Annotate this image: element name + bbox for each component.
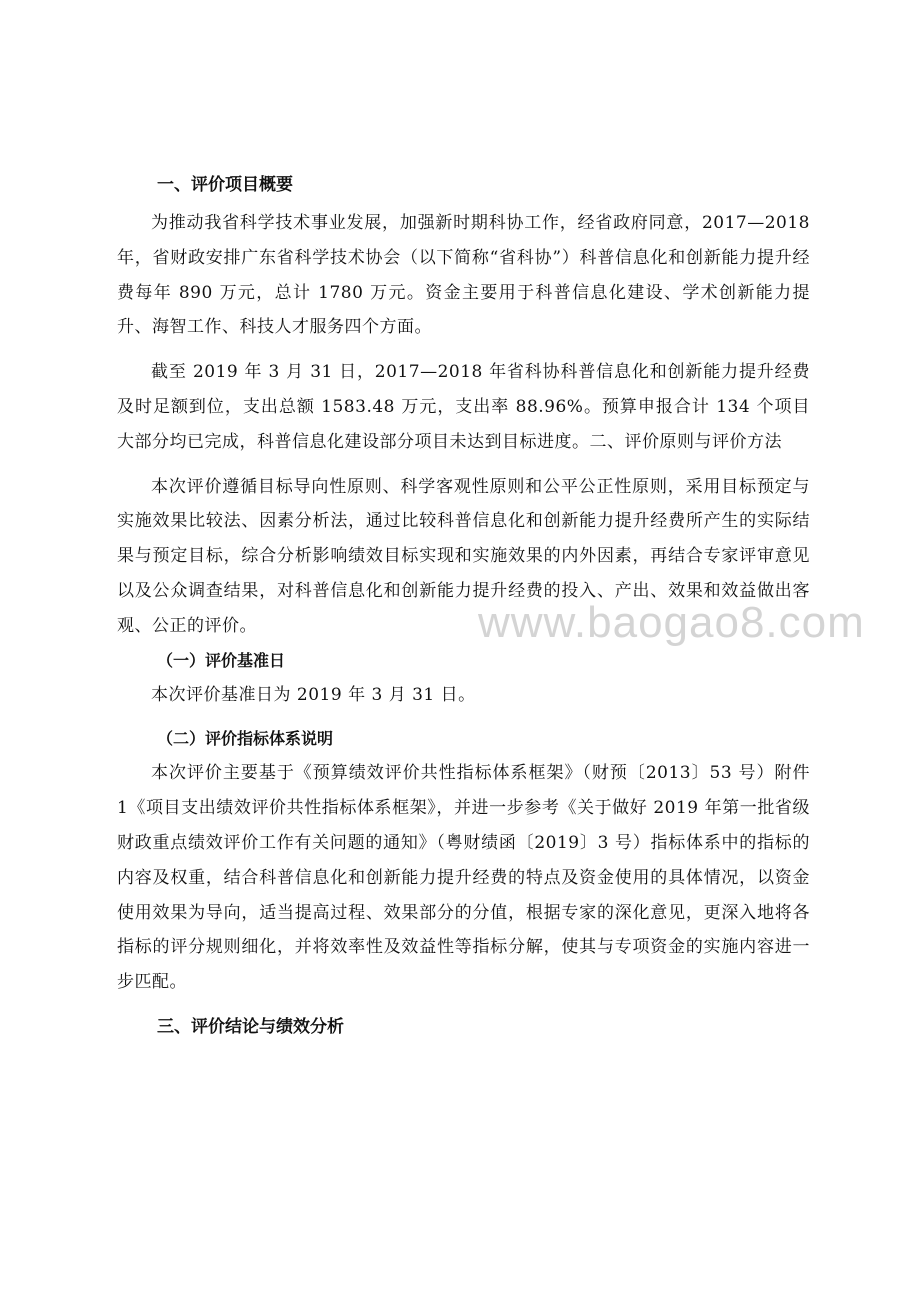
paragraph-funding-status: 截至 2019 年 3 月 31 日，2017—2018 年省科协科普信息化和创新能力提升经费及时足额到位，支出总额 1583.48 万元，支出率 88.96%。预算申报合计 134 个项目大部分均已完成，科普信息化建设部分项目未达到目标进度。二、评价原则与评价方法: [117, 362, 810, 452]
paragraph-evaluation-principles: 本次评价遵循目标导向性原则、科学客观性原则和公平公正性原则，采用目标预定与实施效果比较法、因素分析法，通过比较科普信息化和创新能力提升经费所产生的实际结果与预定目标，综合分析影响绩效目标实现和实施效果的内外因素，再结合专家评审意见以及公众调查结果，对科普信息化和创新能力提升经费的投入、产出、效果和效益做出客观、公正的评价。: [117, 476, 810, 636]
paragraph-background: 为推动我省科学技术事业发展，加强新时期科协工作，经省政府同意，2017—2018年，省财政安排广东省科学技术协会（以下简称“省科协”）科普信息化和创新能力提升经费每年 890 万元，总计 1780 万元。资金主要用于科普信息化建设、学术创新能力提升、海智工作、科技人才服务四个方面。: [117, 213, 810, 338]
paragraph-gap: [117, 460, 810, 470]
watermark-text: www.baogao8.com: [478, 598, 865, 647]
subheading-indicator-system: （二）评价指标体系说明: [157, 729, 334, 749]
section-heading-conclusion: 三、评价结论与绩效分析: [157, 1016, 344, 1037]
document-body: [117, 168, 810, 1044]
paragraph-gap: [117, 712, 810, 722]
section-heading-overview: 一、评价项目概要: [157, 175, 293, 195]
subheading-base-date: （一）评价基准日: [157, 650, 286, 670]
paragraph-base-date: 本次评价基准日为 2019 年 3 月 31 日。: [151, 684, 476, 705]
paragraph-gap: [117, 1000, 810, 1010]
paragraph-indicator-system: 本次评价主要基于《预算绩效评价共性指标体系框架》（财预〔2013〕53 号）附件 1《项目支出绩效评价共性指标体系框架》，并进一步参考《关于做好 2019 年第一批省级财政重点绩效评价工作有关问题的通知》（粤财绩函〔2019〕3 号）指标体系中的指标的内容及权重，结合科普信息化和创新能力提升经费的特点及资金使用的具体情况，以资金使用效果为导向，适当提高过程、效果部分的分值，根据专家的深化意见，更深入地将各指标的评分规则细化，并将效率性及效益性等指标分解，使其与专项资金的实施内容进一步匹配。: [117, 763, 810, 993]
paragraph-gap: [117, 345, 810, 355]
